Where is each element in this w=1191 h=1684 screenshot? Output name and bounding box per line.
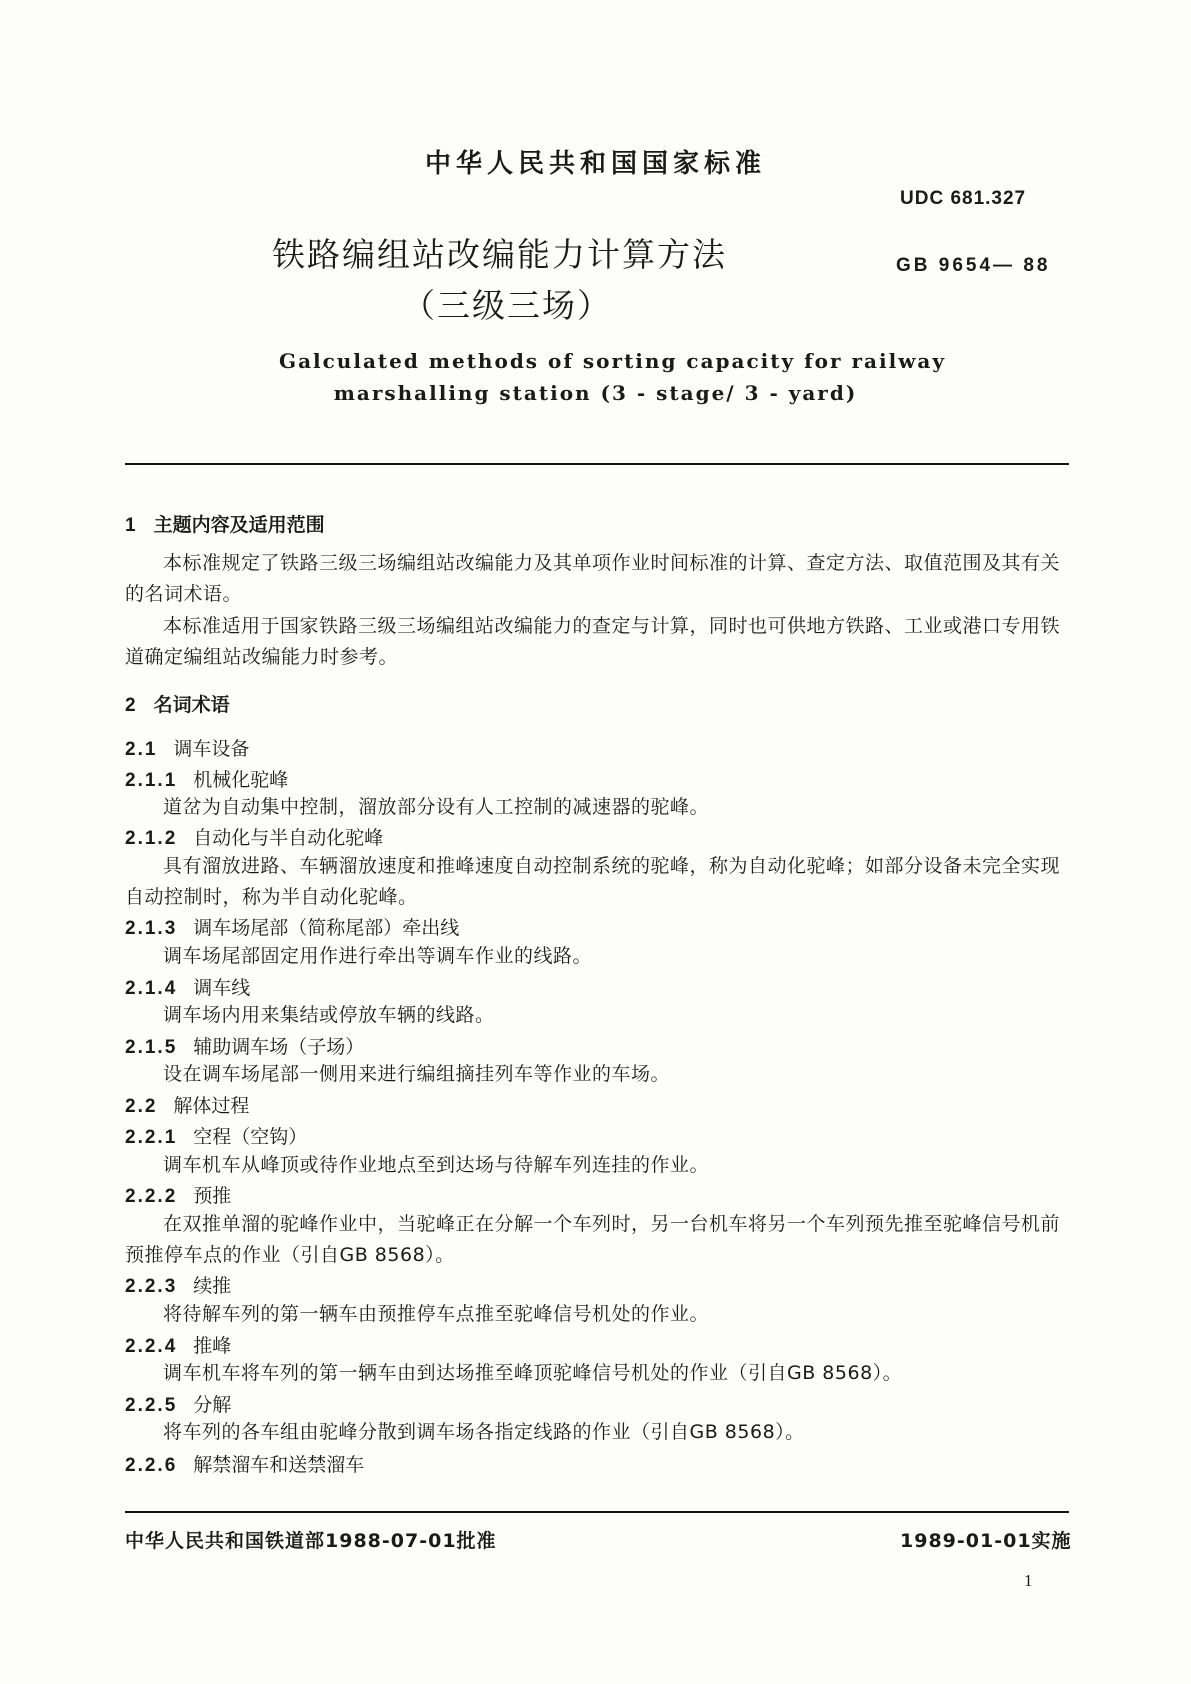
section-2-2-2-paragraph: 在双推单溜的驼峰作业中，当驼峰正在分解一个车列时，另一台机车将另一个车列预先推至驼峰信号机前预推停车点的作业（引自GB 8568）。 (125, 1213, 1061, 1266)
section-title: 预推 (193, 1185, 232, 1207)
section-1-heading (125, 510, 325, 537)
section-title: 解体过程 (173, 1095, 250, 1117)
section-title: 分解 (193, 1394, 232, 1416)
section-number: 2.1.1 (125, 770, 178, 791)
section-number: 2.1 (125, 739, 158, 760)
section-number: 2.2.6 (125, 1455, 178, 1476)
approval-line: 中华人民共和国铁道部1988-07-01批准 (125, 1530, 497, 1552)
section-2-2-1-heading (125, 1122, 307, 1149)
section-2-2-4-paragraph: 调车机车将车列的第一辆车由到达场推至峰顶驼峰信号机处的作业（引自GB 8568）。 (163, 1362, 903, 1384)
section-number: 2.2.4 (125, 1336, 178, 1357)
section-2-1-4-paragraph: 调车场内用来集结或停放车辆的线路。 (163, 1004, 495, 1026)
section-title: 调车场尾部（简称尾部）牵出线 (193, 917, 460, 939)
section-2-2-heading (125, 1091, 249, 1118)
section-title: 调车设备 (173, 738, 250, 760)
top-divider (125, 463, 1069, 465)
section-2-1-heading (125, 734, 249, 761)
section-2-2-3-heading (125, 1271, 231, 1298)
section-number: 2.2 (125, 1096, 158, 1117)
section-2-1-2-heading (125, 823, 383, 850)
section-title: 推峰 (193, 1335, 232, 1357)
section-title: 解禁溜车和送禁溜车 (193, 1454, 365, 1476)
section-number: 2.1.5 (125, 1037, 178, 1058)
section-1-paragraph-1: 本标准规定了铁路三级三场编组站改编能力及其单项作业时间标准的计算、查定方法、取值范围及其有关的名词术语。 (125, 552, 1061, 605)
section-number: 2 (125, 695, 138, 716)
section-number: 2.2.5 (125, 1395, 178, 1416)
section-2-1-3-paragraph: 调车场尾部固定用作进行牵出等调车作业的线路。 (163, 945, 593, 967)
section-2-2-4-heading (125, 1331, 231, 1358)
section-2-1-5-heading (125, 1032, 364, 1059)
english-title-line1: Galculated methods of sorting capacity for railway (278, 349, 946, 373)
section-title: 续推 (193, 1275, 232, 1297)
effective-date: 1989-01-01实施 (900, 1530, 1072, 1552)
section-title: 调车线 (193, 977, 251, 999)
bottom-divider (125, 1511, 1069, 1513)
section-number: 2.1.2 (125, 828, 178, 849)
section-title: 空程（空钩） (193, 1126, 308, 1148)
page-number: 1 (1024, 1571, 1033, 1590)
section-2-1-5-paragraph: 设在调车场尾部一侧用来进行编组摘挂列车等作业的车场。 (163, 1063, 671, 1085)
section-number: 1 (125, 515, 138, 536)
section-number: 2.1.4 (125, 978, 178, 999)
section-2-2-5-heading (125, 1390, 231, 1417)
section-2-1-1-paragraph: 道岔为自动集中控制，溜放部分设有人工控制的减速器的驼峰。 (163, 796, 710, 818)
section-1-paragraph-2: 本标准适用于国家铁路三级三场编组站改编能力的查定与计算，同时也可供地方铁路、工业或港口专用铁道确定编组站改编能力时参考。 (125, 615, 1061, 668)
section-title: 主题内容及适用范围 (153, 514, 325, 536)
section-2-1-3-heading (125, 913, 459, 940)
document-title: 铁路编组站改编能力计算方法 (272, 235, 727, 274)
section-number: 2.2.2 (125, 1186, 178, 1207)
national-standard-heading: 中华人民共和国国家标准 (424, 149, 766, 179)
section-number: 2.1.3 (125, 918, 178, 939)
section-2-1-4-heading (125, 973, 250, 1000)
udc-code: UDC 681.327 (900, 188, 1027, 209)
section-2-heading (125, 690, 230, 717)
section-2-2-1-paragraph: 调车机车从峰顶或待作业地点至到达场与待解车列连挂的作业。 (163, 1154, 710, 1176)
section-2-2-6-heading (125, 1450, 364, 1477)
section-title: 辅助调车场（子场） (193, 1036, 365, 1058)
english-title-line2: marshalling station (3 - stage/ 3 - yard) (333, 381, 858, 405)
section-2-1-2-paragraph: 具有溜放进路、车辆溜放速度和推峰速度自动控制系统的驼峰，称为自动化驼峰；如部分设备未完全实现自动控制时，称为半自动化驼峰。 (125, 855, 1061, 908)
section-title: 自动化与半自动化驼峰 (193, 827, 384, 849)
section-2-2-2-heading (125, 1181, 231, 1208)
section-2-2-5-paragraph: 将车列的各车组由驼峰分散到调车场各指定线路的作业（引自GB 8568）。 (163, 1421, 805, 1443)
section-number: 2.2.1 (125, 1127, 178, 1148)
section-title: 机械化驼峰 (193, 769, 289, 791)
section-2-2-3-paragraph: 将待解车列的第一辆车由预推停车点推至驼峰信号机处的作业。 (163, 1303, 710, 1325)
gb-code: GB 9654— 88 (896, 255, 1051, 276)
section-title: 名词术语 (153, 694, 230, 716)
section-number: 2.2.3 (125, 1276, 178, 1297)
section-2-1-1-heading (125, 765, 288, 792)
document-subtitle: （三级三场） (402, 286, 612, 325)
